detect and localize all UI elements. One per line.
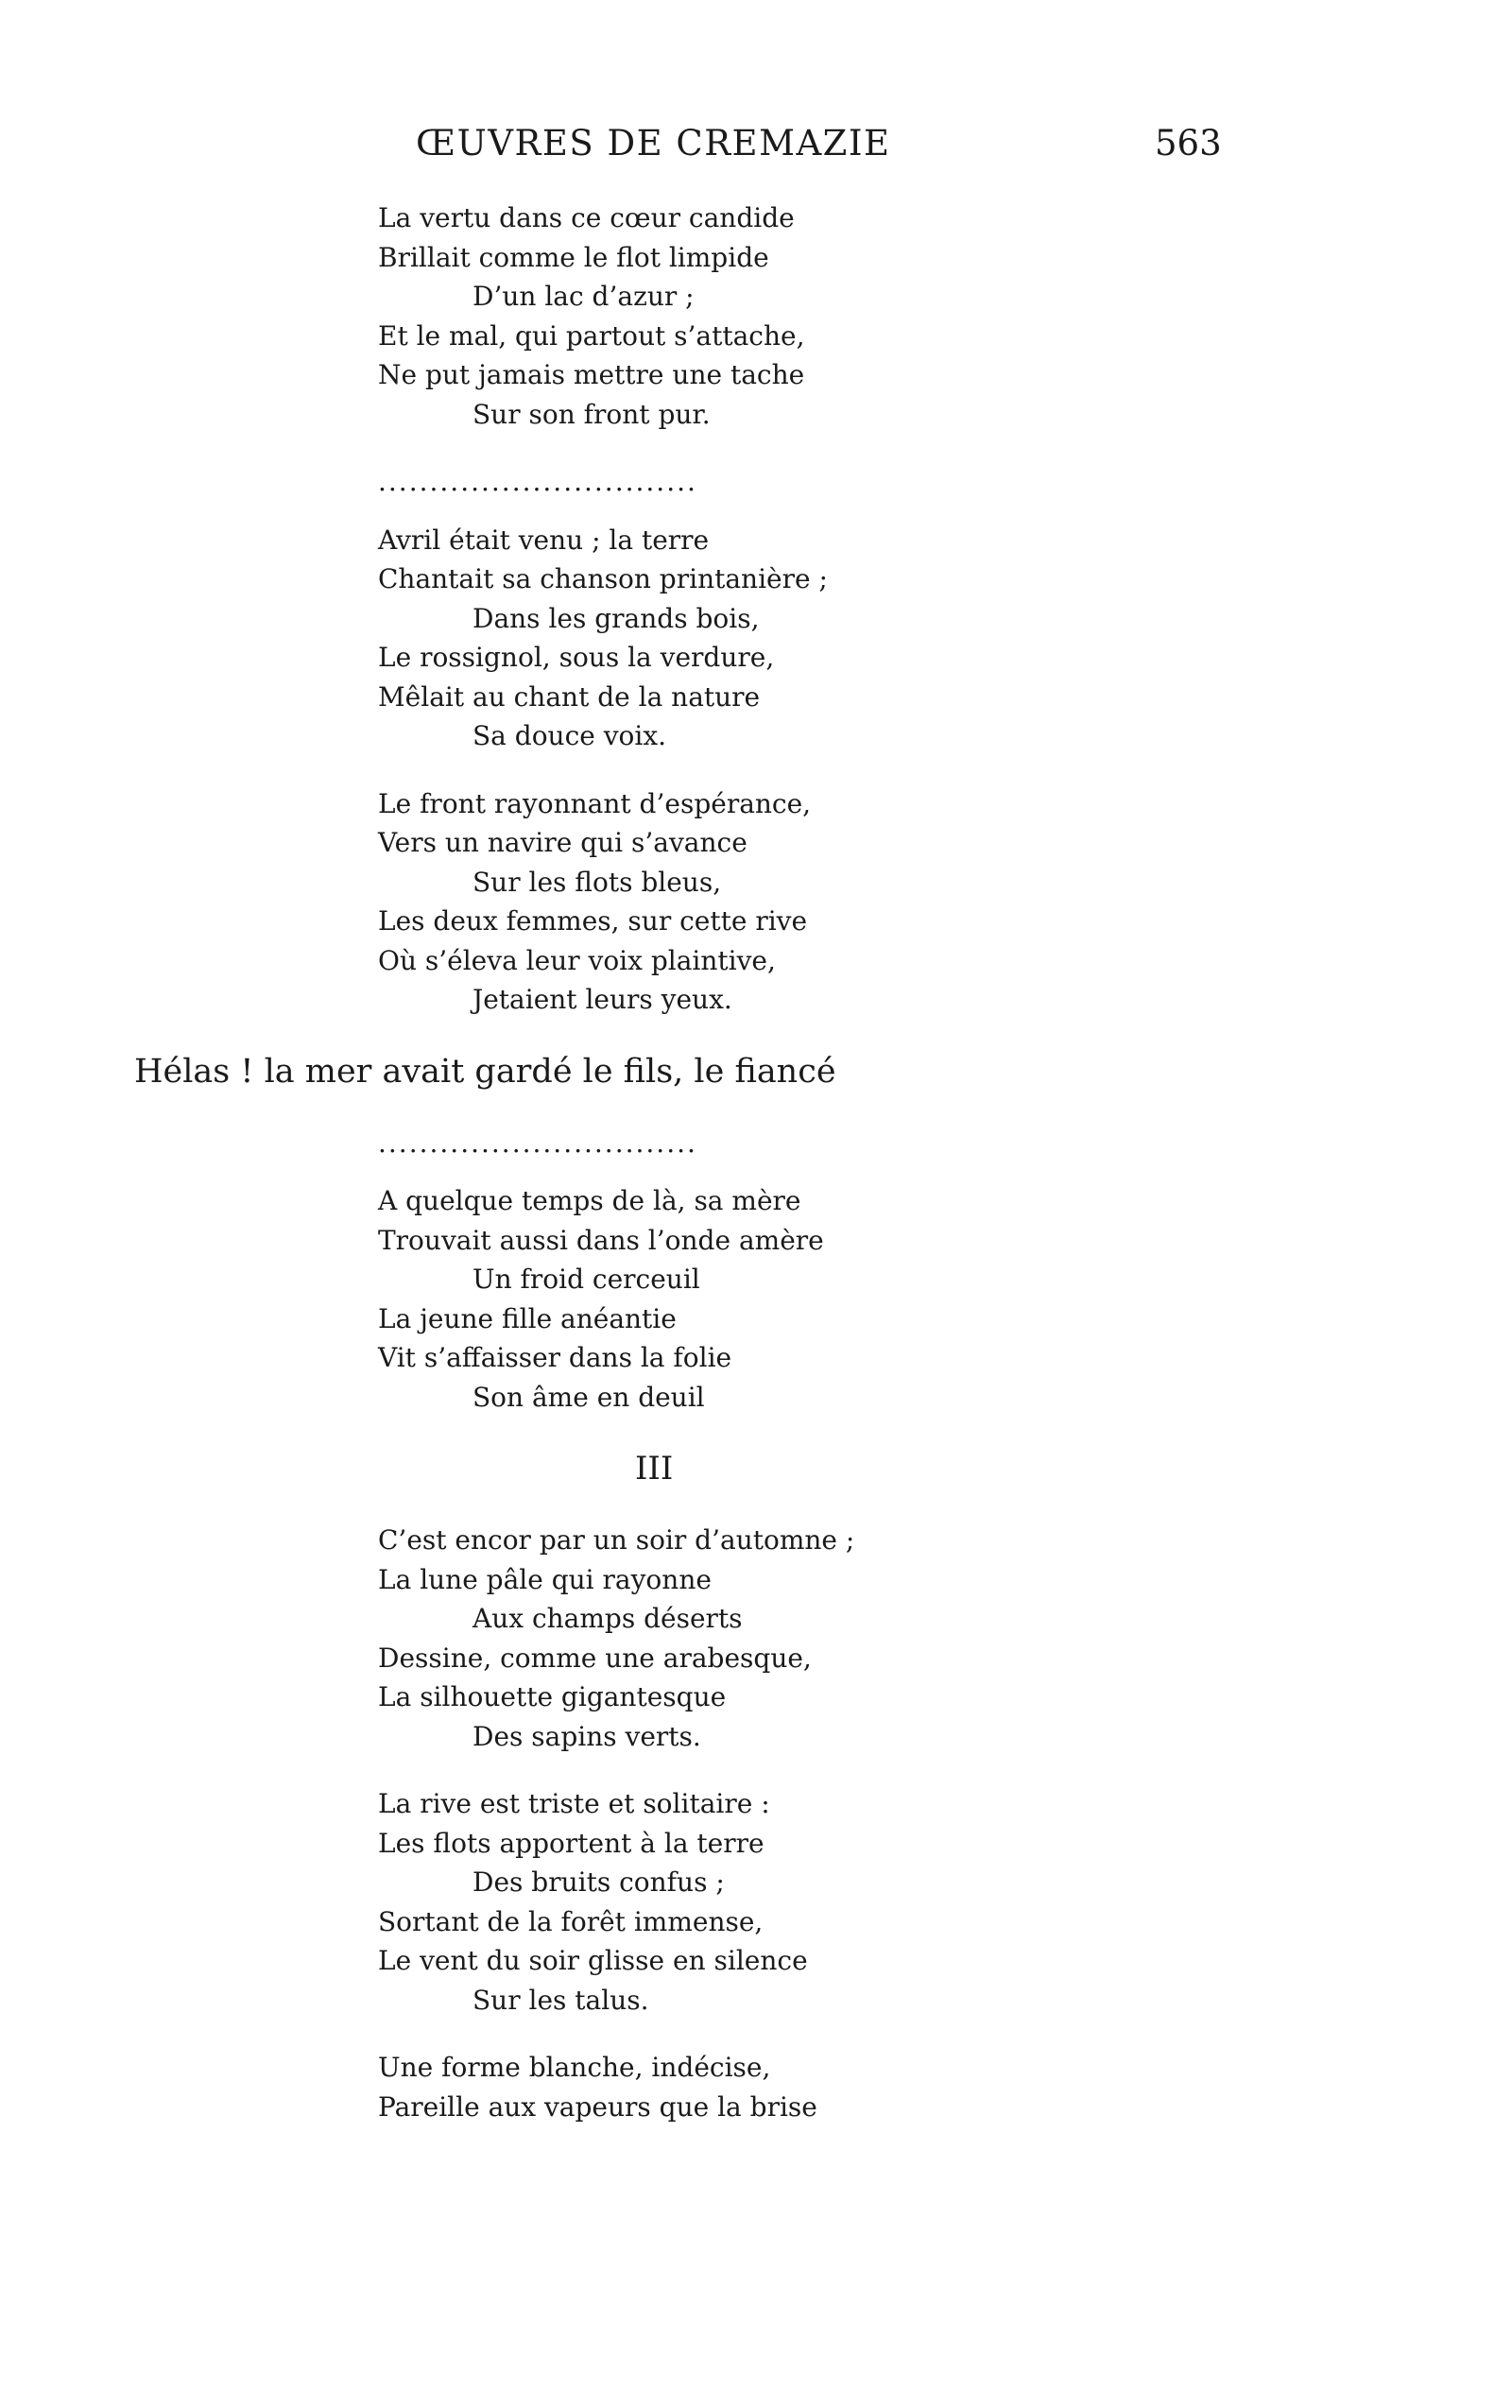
verse-line: C’est encor par un soir d’automne ; — [378, 1524, 855, 1556]
verse-line: Une forme blanche, indécise, — [378, 2052, 771, 2083]
stanza-d — [378, 1181, 1096, 1417]
poem-body — [134, 198, 1096, 2155]
verse-line: Le front rayonnant d’espérance, — [378, 787, 812, 819]
verse-line: La lune pâle qui rayonne — [378, 1563, 712, 1595]
ellipsis-separator: ............................... — [378, 1127, 697, 1159]
prose-line: Hélas ! la mer avait gardé le fils, le fiancé — [134, 1052, 836, 1091]
page-number: 563 — [1155, 123, 1222, 163]
verse-line: Vers un navire qui s’avance — [378, 827, 747, 858]
stanza-e — [378, 1521, 1096, 1756]
stanza-c — [378, 784, 1096, 1020]
verse-line: Où s’éleva leur voix plaintive, — [378, 944, 776, 976]
verse-line: La jeune fille anéantie — [378, 1302, 677, 1334]
verse-line: Jetaient leurs yeux. — [472, 984, 732, 1015]
verse-line: Les deux femmes, sur cette rive — [378, 905, 808, 937]
verse-line: A quelque temps de là, sa mère — [378, 1185, 801, 1216]
verse-line: Mêlait au chant de la nature — [378, 680, 761, 713]
verse-line: La vertu dans ce cœur candide — [378, 202, 795, 233]
verse-line: Dessine, comme une arabesque, — [378, 1642, 812, 1674]
verse-line: Aux champs déserts — [472, 1603, 743, 1634]
verse-line: Pareille aux vapeurs que la brise — [378, 2090, 817, 2123]
stanza-b — [378, 521, 1096, 756]
running-title: ŒUVRES DE CREMAZIE — [416, 123, 891, 163]
section-numeral: III — [635, 1450, 674, 1488]
stanza-g — [378, 2048, 1096, 2126]
verse-line: Avril était venu ; la terre — [378, 524, 710, 556]
verse-line: Son âme en deuil — [472, 1381, 705, 1413]
ellipsis-separator: ............................... — [378, 466, 697, 497]
verse-line: Sur les flots bleus, — [472, 866, 722, 898]
verse-line: Sur son front pur. — [472, 398, 711, 430]
stanza-f — [378, 1784, 1096, 2020]
verse-line: Chantait sa chanson printanière ; — [378, 563, 828, 594]
verse-line: Un froid cerceuil — [472, 1264, 700, 1295]
verse-line: Trouvait aussi dans l’onde amère — [378, 1224, 824, 1256]
verse-line: Des sapins verts. — [472, 1720, 701, 1752]
verse-line: Dans les grands bois, — [472, 602, 760, 634]
verse-line: Le rossignol, sous la verdure, — [378, 642, 775, 673]
verse-line: La rive est triste et solitaire : — [378, 1788, 770, 1819]
verse-line: D’un lac d’azur ; — [472, 281, 695, 312]
verse-line: Et le mal, qui partout s’attache, — [378, 319, 805, 352]
verse-line: Vit s’affaisser dans la folie — [378, 1342, 732, 1373]
verse-line: Sur les talus. — [472, 1984, 649, 2016]
verse-line: Ne put jamais mettre une tache — [378, 359, 805, 390]
verse-line: Le vent du soir glisse en silence — [378, 1945, 808, 1976]
verse-line: Sa douce voix. — [472, 720, 667, 751]
stanza-a — [378, 198, 1096, 434]
verse-line: La silhouette gigantesque — [378, 1681, 727, 1712]
verse-line: Brillait comme le flot limpide — [378, 241, 769, 273]
verse-line: Sortant de la forêt immense, — [378, 1905, 764, 1937]
verse-line: Les flots apportent à la terre — [378, 1827, 765, 1859]
verse-line: Des bruits confus ; — [472, 1866, 725, 1898]
